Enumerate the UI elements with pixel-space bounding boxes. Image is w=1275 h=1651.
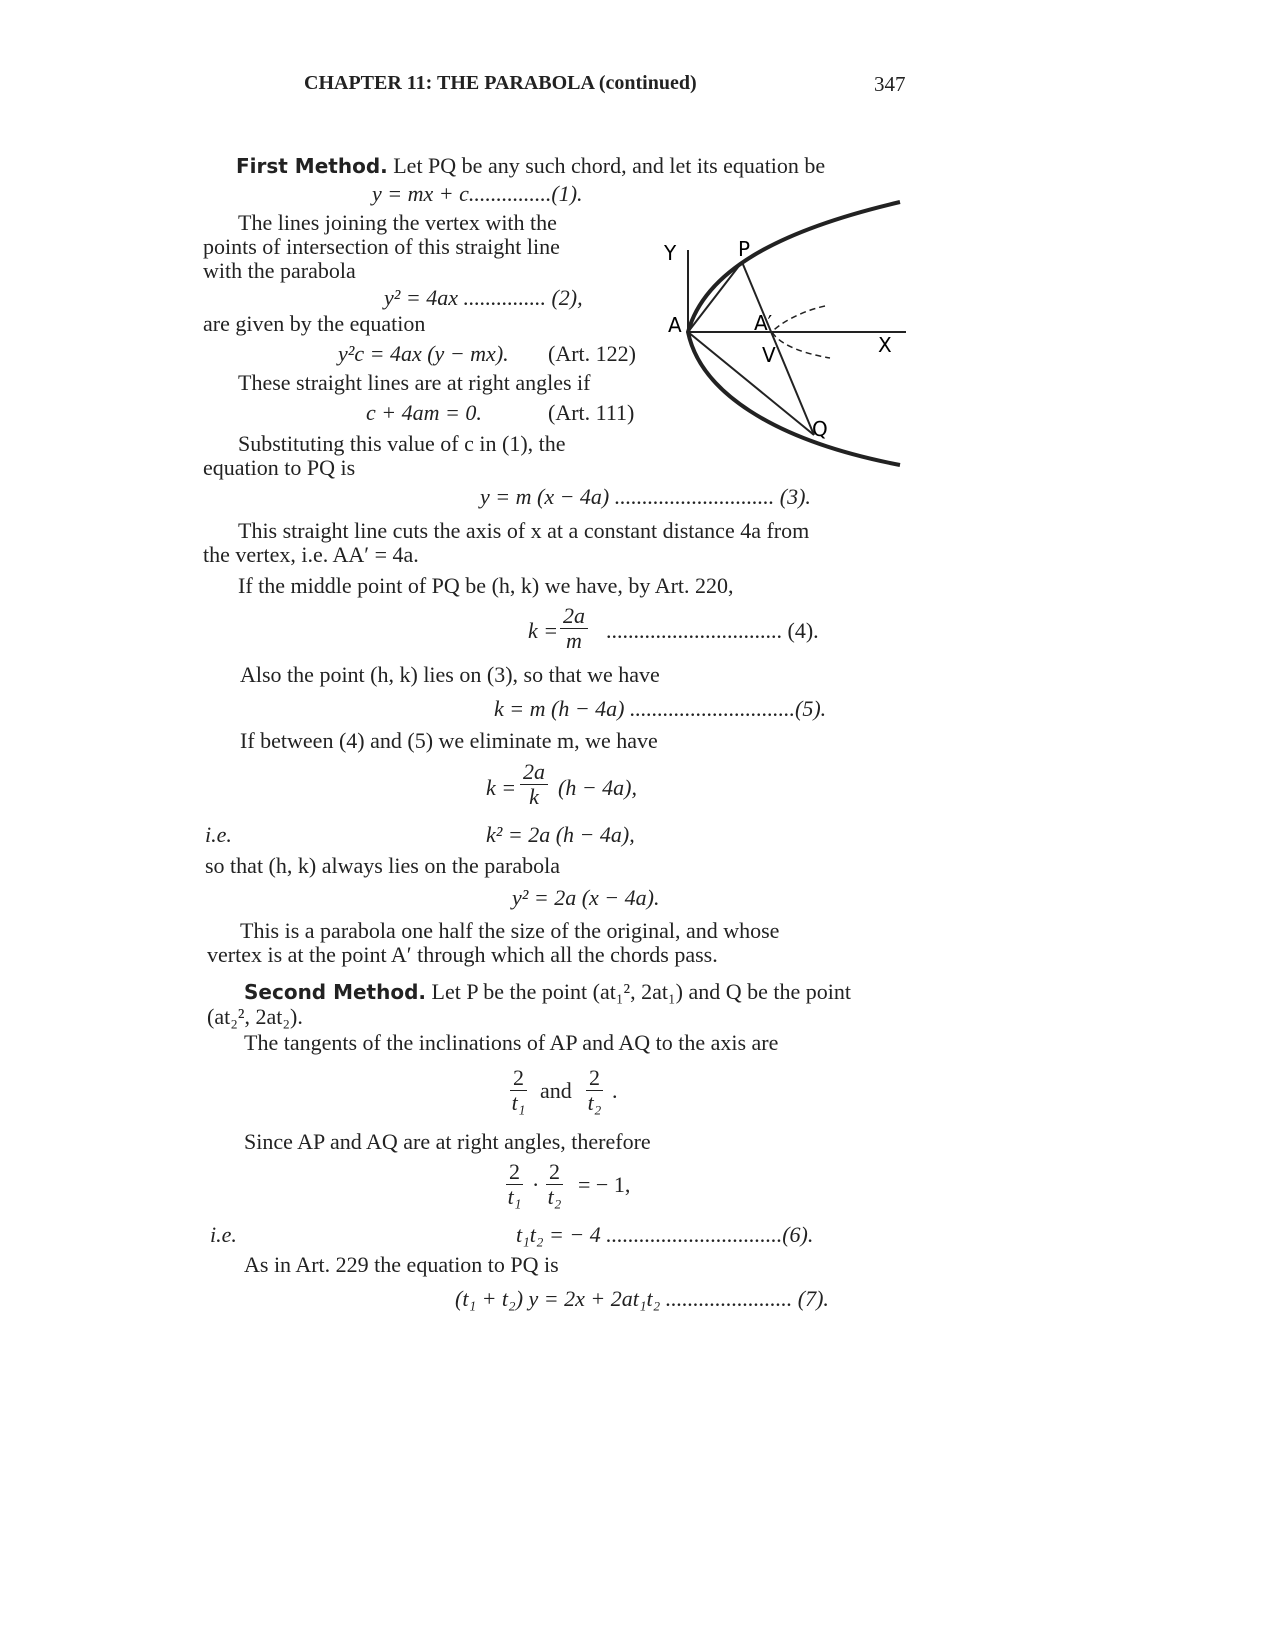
paragraph-line: If the middle point of PQ be (h, k) we have, by Art. 220, xyxy=(238,573,734,598)
equation-10: y² = 2a (x − 4a). xyxy=(512,885,660,910)
label-q: Q xyxy=(812,417,828,441)
equation-rhs: = − 1, xyxy=(578,1172,631,1197)
ie-label: i.e. xyxy=(205,822,232,847)
second-method-heading: Second Method. xyxy=(244,980,427,1004)
paragraph-line: points of intersection of this straight line xyxy=(203,234,560,259)
equation-5: y = m (x − 4a) ............................. (3). xyxy=(480,484,811,509)
paragraph-line: These straight lines are at right angles if xyxy=(238,370,591,395)
fraction-numerator: 2 xyxy=(546,1160,563,1185)
fraction-numerator: 2a xyxy=(520,760,548,785)
paragraph-line: the vertex, i.e. AA′ = 4a. xyxy=(203,542,419,567)
period: . xyxy=(612,1078,618,1103)
paragraph-line: This straight line cuts the axis of x at a constant distance 4a from xyxy=(238,518,810,543)
paragraph-line: If between (4) and (5) we eliminate m, we have xyxy=(240,728,658,753)
first-method-intro-line xyxy=(236,153,825,179)
fraction-denominator: m xyxy=(566,628,582,653)
equation-4: c + 4am = 0. xyxy=(366,400,482,425)
ie-label: i.e. xyxy=(210,1222,237,1247)
paragraph-line: Also the point (h, k) lies on (3), so that we have xyxy=(240,662,660,687)
equation-3: y²c = 4ax (y − mx). xyxy=(338,341,509,366)
fraction-numerator: 2 xyxy=(586,1066,603,1091)
paragraph-line: As in Art. 229 the equation to PQ is xyxy=(244,1252,559,1277)
second-method-intro: Let P be the point (at₁², 2at₁) and Q be the point xyxy=(431,979,851,1004)
paragraph-line: with the parabola xyxy=(203,258,356,283)
equation-1: y = mx + c...............(1). xyxy=(372,181,583,206)
equation-7: (t₁ + t₂) y = 2x + 2at₁t₂ ....................... (7). xyxy=(455,1286,829,1311)
dot-operator: · xyxy=(532,1172,540,1197)
fraction-numerator: 2 xyxy=(506,1160,523,1185)
equation-2: y² = 4ax ............... (2), xyxy=(384,285,583,310)
equation-4-ref: (Art. 111) xyxy=(548,400,635,425)
label-a: A xyxy=(668,313,682,337)
fraction-2-over-t1 xyxy=(506,1160,523,1209)
parabola-diagram xyxy=(660,190,910,470)
equation-6-fraction xyxy=(560,604,588,653)
equation-6-lhs: k = xyxy=(528,618,559,643)
equation-8-fraction xyxy=(520,760,548,809)
line-aq xyxy=(688,332,814,435)
fraction-2-over-t2 xyxy=(546,1160,563,1209)
equation-7: k = m (h − 4a) ..............................(5). xyxy=(494,696,827,721)
label-v: V xyxy=(762,343,776,367)
paragraph-line: Since AP and AQ are at right angles, therefore xyxy=(244,1129,651,1154)
first-method-intro: Let PQ be any such chord, and let its equation be xyxy=(393,153,826,178)
equation-6: t₁t₂ = − 4 ................................(6). xyxy=(516,1222,814,1247)
equation-6-rhs: ................................ (4). xyxy=(606,618,819,643)
fraction-denominator: t₁ xyxy=(511,1090,526,1115)
equation-8-lhs: k = xyxy=(486,775,517,800)
fraction-denominator: t₁ xyxy=(507,1184,522,1209)
paragraph-line: so that (h, k) always lies on the parabola xyxy=(205,853,560,878)
parabola-curve xyxy=(688,202,900,465)
fraction-denominator: k xyxy=(529,784,539,809)
label-y: Y xyxy=(664,241,677,265)
second-method-intro-line xyxy=(244,979,851,1005)
paragraph-line: vertex is at the point A′ through which all the chords pass. xyxy=(207,942,718,967)
paragraph-line: The tangents of the inclinations of AP and AQ to the axis are xyxy=(244,1030,779,1055)
label-a-prime: A′ xyxy=(754,311,773,335)
paragraph-line: (at₂², 2at₂). xyxy=(207,1004,303,1029)
fraction-2-over-t2 xyxy=(586,1066,603,1115)
fraction-numerator: 2a xyxy=(560,604,588,629)
equation-9: k² = 2a (h − 4a), xyxy=(486,822,635,847)
fraction-denominator: t₂ xyxy=(587,1090,602,1115)
line-ap xyxy=(688,262,742,332)
fraction-2-over-t1 xyxy=(510,1066,527,1115)
chord-pq xyxy=(742,262,814,435)
fraction-denominator: t₂ xyxy=(547,1184,562,1209)
paragraph-line: Substituting this value of c in (1), the xyxy=(238,431,566,456)
paragraph-line: The lines joining the vertex with the xyxy=(238,210,557,235)
label-p: P xyxy=(738,237,751,261)
fraction-numerator: 2 xyxy=(510,1066,527,1091)
page-number: 347 xyxy=(874,72,906,96)
label-x: X xyxy=(878,333,892,357)
paragraph-line: are given by the equation xyxy=(203,311,426,336)
first-method-heading: First Method. xyxy=(236,154,388,178)
equation-8-rhs: (h − 4a), xyxy=(558,775,637,800)
chapter-title: CHAPTER 11: THE PARABOLA (continued) xyxy=(304,72,697,94)
paragraph-line: equation to PQ is xyxy=(203,455,356,480)
equation-3-ref: (Art. 122) xyxy=(548,341,636,366)
and-word: and xyxy=(540,1078,572,1103)
paragraph-line: This is a parabola one half the size of the original, and whose xyxy=(240,918,780,943)
